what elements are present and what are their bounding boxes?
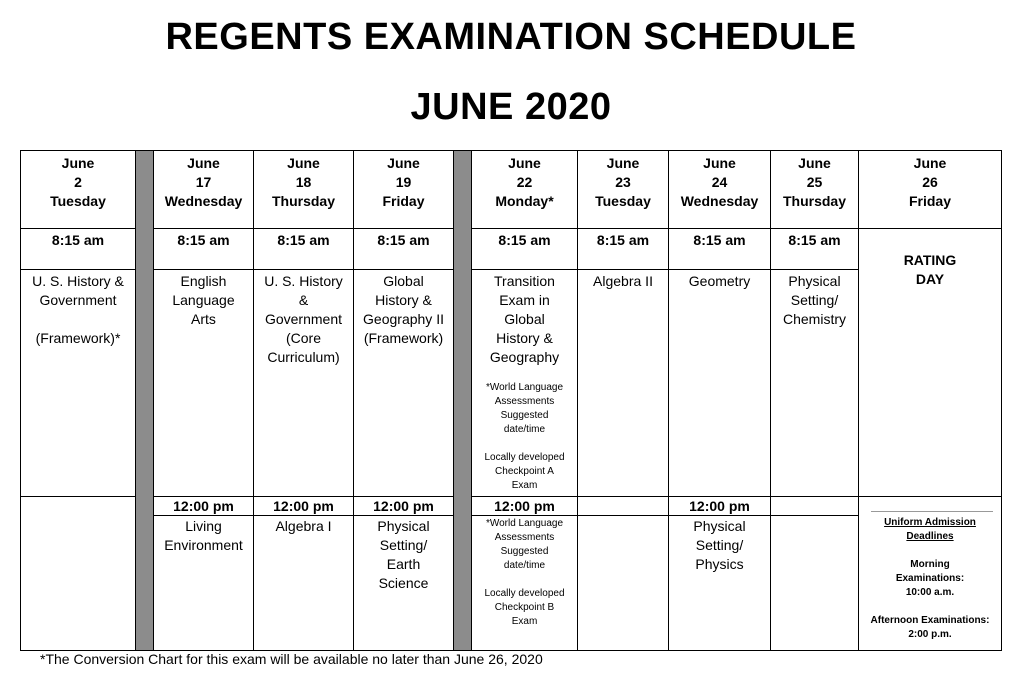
- exam-jun24-am: Geometry: [669, 270, 771, 497]
- time-cell: 12:00 pm: [669, 497, 771, 516]
- exam-jun19-pm: Physical Setting/ Earth Science: [354, 516, 454, 651]
- checkpoint-note: Locally developed Checkpoint B Exam: [484, 588, 565, 627]
- afternoon-time-row: [21, 497, 1002, 516]
- exam-jun2-am: U. S. History & Government (Framework)*: [21, 270, 136, 497]
- uniform-admission-title: Uniform Admission Deadlines: [884, 517, 976, 542]
- exam-jun17-am: English Language Arts: [154, 270, 254, 497]
- exam-jun18-am: U. S. History & Government (Core Curriculum): [254, 270, 354, 497]
- world-language-note: *World Language Assessments Suggested date/time: [485, 518, 564, 571]
- time-cell: 12:00 pm: [354, 497, 454, 516]
- exam-jun23-am: Algebra II: [578, 270, 669, 497]
- exam-jun22-pm: [472, 516, 578, 651]
- exam-jun2-pm: [21, 497, 136, 651]
- exam-jun18-pm: Algebra I: [254, 516, 354, 651]
- header-jun19: June 19 Friday: [354, 151, 454, 229]
- time-cell: 12:00 pm: [254, 497, 354, 516]
- gap-bar: [454, 151, 472, 651]
- time-cell: 8:15 am: [472, 229, 578, 270]
- header-jun17: June 17 Wednesday: [154, 151, 254, 229]
- header-jun26: June 26 Friday: [859, 151, 1002, 229]
- time-cell-empty: [578, 497, 669, 516]
- schedule-table: [20, 150, 1002, 651]
- schedule-subtitle: JUNE 2020: [410, 86, 612, 128]
- world-language-note: *World Language Assessments Suggested date/time: [485, 382, 564, 435]
- exam-jun24-pm: Physical Setting/ Physics: [669, 516, 771, 651]
- time-cell: 8:15 am: [669, 229, 771, 270]
- morning-deadline: Morning Examinations: 10:00 a.m.: [895, 559, 965, 598]
- exam-jun25-am: Physical Setting/ Chemistry: [771, 270, 859, 497]
- afternoon-deadline: Afternoon Examinations: 2:00 p.m.: [870, 615, 990, 640]
- header-jun2: June 2 Tuesday: [21, 151, 136, 229]
- time-cell: 12:00 pm: [154, 497, 254, 516]
- time-cell: 8:15 am: [354, 229, 454, 270]
- morning-exam-row: [21, 270, 1002, 497]
- exam-jun23-pm: [578, 516, 669, 651]
- header-jun24: June 24 Wednesday: [669, 151, 771, 229]
- gap-bar: [136, 151, 154, 651]
- header-jun18: June 18 Thursday: [254, 151, 354, 229]
- exam-jun17-pm: Living Environment: [154, 516, 254, 651]
- morning-time-row: [21, 229, 1002, 270]
- time-cell: 12:00 pm: [472, 497, 578, 516]
- time-cell: 8:15 am: [771, 229, 859, 270]
- header-jun25: June 25 Thursday: [771, 151, 859, 229]
- header-row: [21, 151, 1002, 229]
- header-jun22: June 22 Monday*: [472, 151, 578, 229]
- footnote: *The Conversion Chart for this exam will be available no later than June 26, 2020: [40, 651, 543, 667]
- uniform-admission-cell: [859, 497, 1002, 651]
- time-cell: 8:15 am: [154, 229, 254, 270]
- exam-jun19-am: Global History & Geography II (Framework): [354, 270, 454, 497]
- exam-jun22-am: Transition Exam in Global History & Geography *World Language Assessments Suggested date/time Locally developed Checkpoint A Exam: [472, 270, 578, 497]
- time-cell-empty: [771, 497, 859, 516]
- time-cell: 8:15 am: [578, 229, 669, 270]
- exam-jun25-pm: [771, 516, 859, 651]
- time-cell: 8:15 am: [254, 229, 354, 270]
- schedule-title: REGENTS EXAMINATION SCHEDULE: [165, 16, 857, 58]
- time-cell: 8:15 am: [21, 229, 136, 270]
- afternoon-exam-row: [21, 516, 1002, 651]
- header-jun23: June 23 Tuesday: [578, 151, 669, 229]
- checkpoint-note: Locally developed Checkpoint A Exam: [484, 452, 565, 491]
- rating-day-cell: RATING DAY: [859, 229, 1002, 497]
